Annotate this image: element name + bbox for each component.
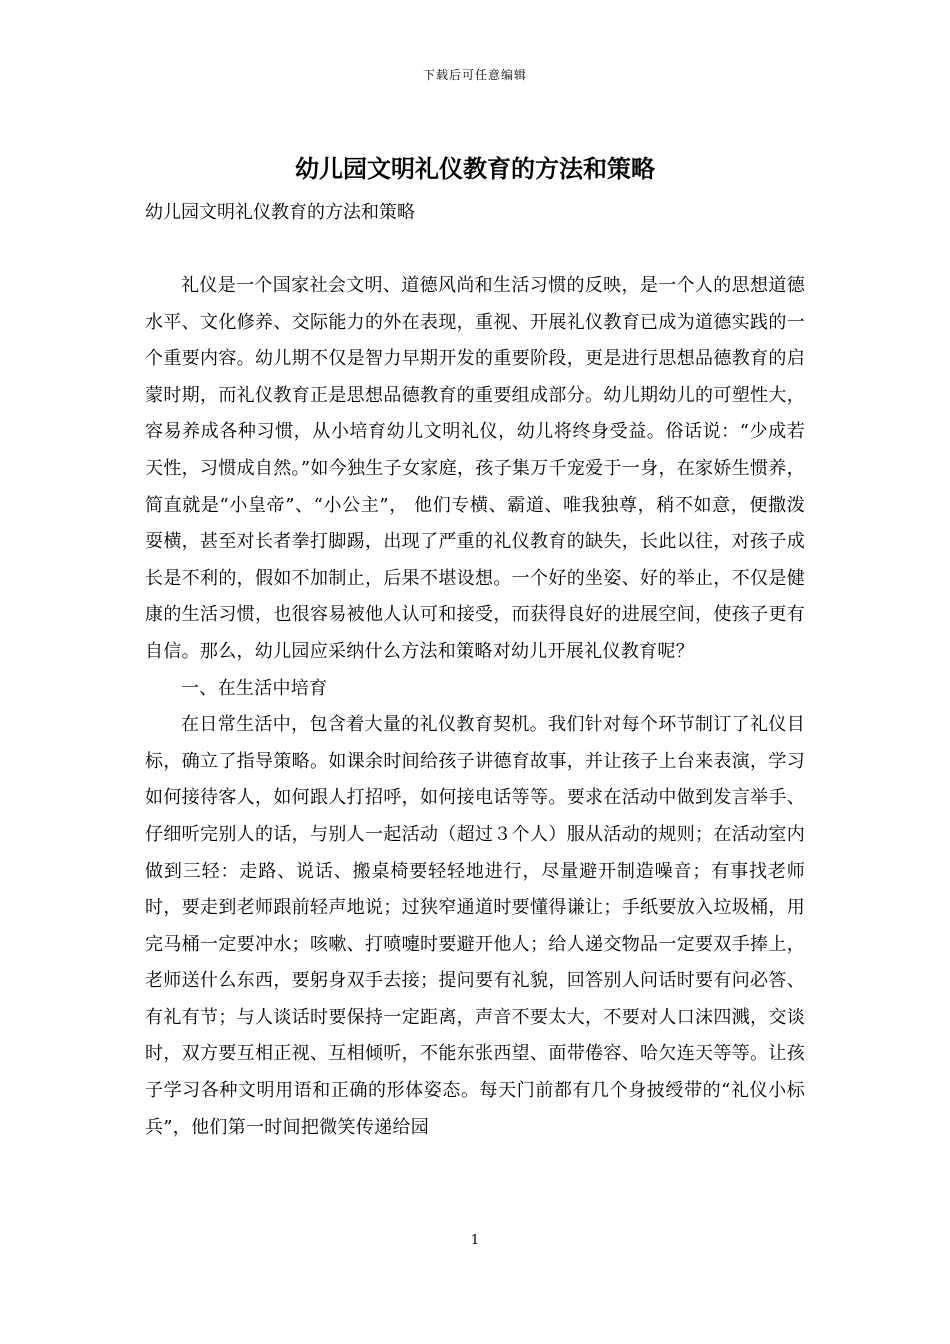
paragraph-section-1: 在日常生活中，包含着大量的礼仪教育契机。我们针对每个环节制订了礼仪目标，确立了指导策略。如课余时间给孩子讲德育故事，并让孩子上台来表演，学习如何接待客人，如何跟人打招呼，如何接电话等等。要求在活动中做到发言举手、仔细听完别人的话，与别人一起活动（超过３个人）服从活动的规则；在活动室内做到三轻：走路、说话、搬桌椅要轻轻地进行，尽量避开制造噪音；有事找老师时，要走到老师跟前轻声地说；过狭窄通道时要懂得谦让；手纸要放入垃圾桶，用完马桶一定要冲水；咳嗽、打喷嚏时要避开他人；给人递交物品一定要双手捧上，老师送什么东西，要躬身双手去接；提问要有礼貌，回答别人问话时要有问必答、有礼有节；与人谈话时要保持一定距离，声音不要太大，不要对人口沫四溅，交谈时，双方要互相正视、互相倾听，不能东张西望、面带倦容、哈欠连天等等。让孩子学习各种文明用语和正确的形体姿态。每天门前都有几个身披绶带的“礼仪小标兵”，他们第一时间把微笑传递给园 [145,714,805,1138]
document-title: 幼儿园文明礼仪教育的方法和策略 [295,154,655,183]
document-subtitle: 幼儿园文明礼仪教育的方法和策略 [145,202,415,223]
section-heading-1: 一、在生活中培育 [181,677,328,699]
page-number: 1 [470,1233,480,1248]
paragraph-intro: 礼仪是一个国家社会文明、道德风尚和生活习惯的反映，是一个人的思想道德水平、文化修养、交际能力的外在表现，重视、开展礼仪教育已成为道德实践的一个重要内容。幼儿期不仅是智力早期开发的重要阶段，更是进行思想品德教育的启蒙时期，而礼仪教育正是思想品德教育的重要组成部分。幼儿期幼儿的可塑性大，容易养成各种习惯，从小培育幼儿文明礼仪，幼儿将终身受益。俗话说：“少成若天性，习惯成自然。”如今独生子女家庭，孩子集万千宠爱于一身，在家娇生惯养，简直就是“小皇帝”、“小公主”， 他们专横、霸道、唯我独尊，稍不如意，便撒泼耍横，甚至对长者拳打脚踢，出现了严重的礼仪教育的缺失，长此以往，对孩子成长是不利的，假如不加制止，后果不堪设想。一个好的坐姿、好的举止，不仅是健康的生活习惯，也很容易被他人认可和接受，而获得良好的进展空间，使孩子更有自信。那么，幼儿园应采纳什么方法和策略对幼儿开展礼仪教育呢？ [145,275,805,662]
document-body [145,268,805,1146]
page-header: 下载后可任意编辑 [422,68,527,82]
